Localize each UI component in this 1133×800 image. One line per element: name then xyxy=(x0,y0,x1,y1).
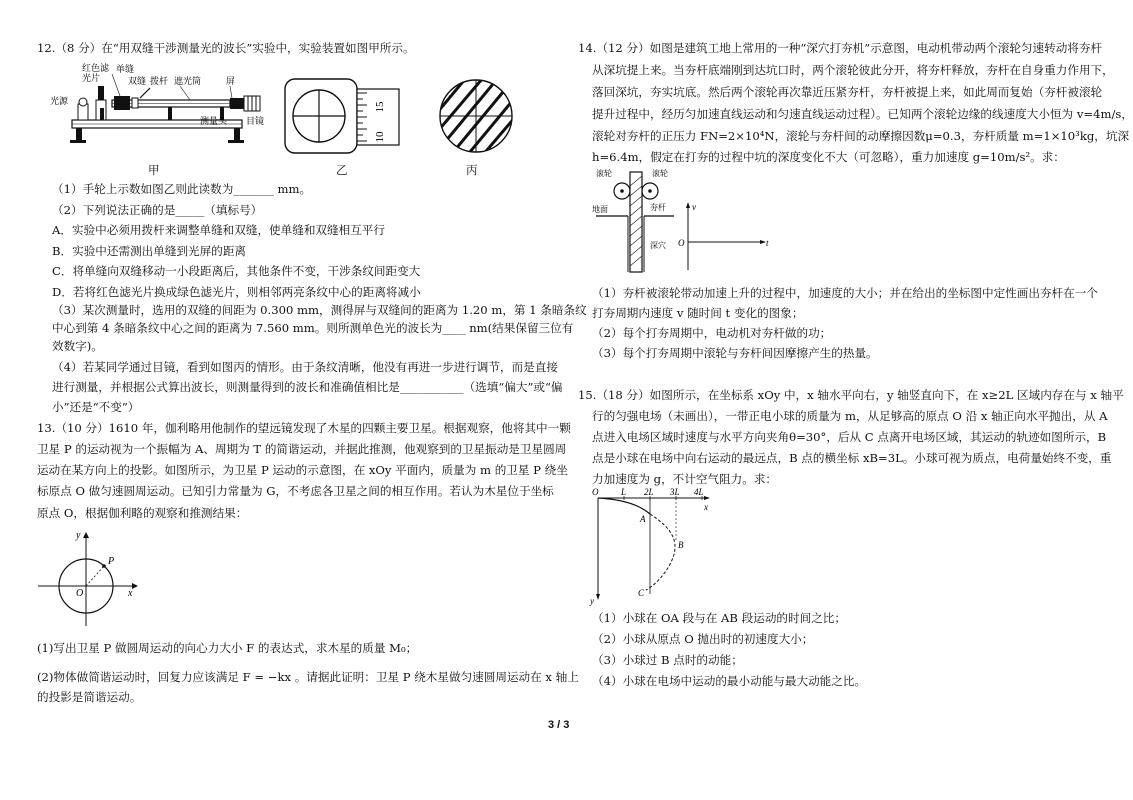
q12-sub1: （1）手轮上示数如图乙则此读数为_______ mm。 xyxy=(52,182,312,196)
q12-sub4-line1: （4）若某同学通过目镜，看到如图丙的情形。由于条纹清晰，他没有再进一步进行调节，而是直接 xyxy=(52,360,558,374)
q14-sub1-line2: 打夯周期内速度 v 随时间 t 变化的图象； xyxy=(592,306,804,320)
q13-line1: 13.（10 分）1610 年，伽利略用他制作的望远镜发现了木星的四颗主要卫星。根据观察，他将其中一颗 xyxy=(37,421,571,435)
q14-line3: 落回深坑，夯实坑底。然后两个滚轮再次靠近压紧夯杆，夯杆被提上来，如此周而复始（夯杆被滚轮 xyxy=(592,85,1103,99)
q12-sub3-line1: （3）某次测量时，选用的双缝的间距为 0.300 mm，测得屏与双缝间的距离为 1.20 m，第 1 条暗条纹 xyxy=(52,303,587,317)
q14-line5: 滚轮对夯杆的正压力 FN=2×10⁴N，滚轮与夯杆间的动摩擦因数μ=0.3，夯杆质量 m=1×10³kg，坑深 xyxy=(592,129,1130,143)
q15-label-x: x xyxy=(704,502,708,512)
single-slit xyxy=(114,96,130,110)
q15-label-y: y xyxy=(590,596,594,606)
q15-path-oa xyxy=(598,498,650,514)
q14-line6: h=6.4m，假定在打夯的过程中坑的深度变化不大（可忽略），重力加速度 g=10m/s²。求： xyxy=(592,150,1065,164)
q15-line3: 点进入电场区域时速度与水平方向夹角θ=30°，后从 C 点离开电场区域，其运动的轨迹如图所示，B xyxy=(592,430,1107,444)
q14-label-rod: 夯杆 xyxy=(650,203,666,212)
q15-sub1: （1）小球在 OA 段与在 AB 段运动的时间之比； xyxy=(592,611,846,625)
q15-label-o: O xyxy=(592,487,599,497)
q15-label-l: L xyxy=(621,487,627,497)
q15-line1: 15.（18 分）如图所示，在坐标系 xOy 中，x 轴水平向右，y 轴竖直向下，在 x≥2L 区域内存在与 x 轴平 xyxy=(578,388,1124,402)
red-filter xyxy=(98,86,104,100)
q14-line2: 从深坑提上来。当夯杆底端刚到达坑口时，两个滚轮彼此分开，将夯杆释放，夯杆在自身重力作用下， xyxy=(592,63,1114,77)
apparatus-leg-right xyxy=(234,128,240,140)
label-screen: 屏 xyxy=(226,76,236,86)
label-single-slit: 单缝 xyxy=(116,64,135,74)
q14-rod xyxy=(630,172,642,272)
q14-label-v: v xyxy=(692,202,696,212)
q14-sub2: （2）每个打夯周期中，电动机对夯杆做的功； xyxy=(592,326,832,340)
q14-label-roller-left: 滚轮 xyxy=(596,169,612,178)
q13-line2: 卫星 P 的运动视为一个振幅为 A、周期为 T 的简谐运动，并据此推测，他观察到的卫星振动是卫星圆周 xyxy=(37,442,567,456)
label-measure-head: 测量头 xyxy=(200,116,228,126)
q13-sub2-line2: 的投影是简谐运动。 xyxy=(37,690,142,704)
lever xyxy=(140,88,150,98)
page-number: 3 / 3 xyxy=(548,719,570,731)
q14-label-t: t xyxy=(766,238,769,248)
q15-sub3: （3）小球过 B 点时的动能； xyxy=(592,653,743,667)
q13-line4: 标原点 O 做匀速圆周运动。已知引力常量为 G，不考虑各卫星之间的相互作用。若认为木星位于坐标 xyxy=(37,484,554,498)
label-eyepiece: 目镜 xyxy=(246,116,265,126)
q13-sub2-line1: (2)物体做简谐运动时，回复力应该满足 F = −kx 。请据此证明：卫星 P 绕木星做匀速圆周运动在 x 轴上 xyxy=(37,670,579,684)
q12-sub2: （2）下列说法正确的是_____（填标号） xyxy=(52,203,263,217)
q14-sub3: （3）每个打夯周期中滚轮与夯杆间因摩擦产生的热量。 xyxy=(592,346,878,360)
label-light-source: 光源 xyxy=(50,96,69,106)
measurement-head xyxy=(230,98,244,109)
apparatus-leg-left xyxy=(76,128,82,140)
q13-label-o: O xyxy=(76,588,84,599)
q15-label-4l: 4L xyxy=(694,487,704,497)
q12-option-c: C．将单缝向双缝移动一小段距离后，其他条件不变，干涉条纹间距变大 xyxy=(52,264,421,278)
q14-sub1-line1: （1）夯杆被滚轮带动加速上升的过程中，加速度的大小；并在给出的坐标图中定性画出夯杆在一个 xyxy=(592,286,1098,300)
q13-label-p: P xyxy=(108,556,115,567)
q15-label-2l: 2L xyxy=(644,487,654,497)
q12-stem: 12.（8 分）在“用双缝干涉测量光的波长”实验中，实验装置如图甲所示。 xyxy=(37,41,415,55)
q14-line1: 14.（12 分）如图是建筑工地上常用的一种“深穴打夯机”示意图，电动机带动两个滚轮匀速转动将夯杆 xyxy=(578,41,1103,55)
micrometer-mark-10: 10 xyxy=(374,131,386,143)
q12-sub3-line2: 中心到第 4 条暗条纹中心之间的距离为 7.560 mm。则所测单色光的波长为____ nm(结果保留三位有 xyxy=(52,321,574,335)
q13-satellite-p xyxy=(102,564,106,568)
label-lever: 拨杆 xyxy=(150,76,169,86)
label-red-filter-2: 光片 xyxy=(82,73,101,83)
q15-sub2: （2）小球从原点 O 抛出时的初速度大小； xyxy=(592,632,814,646)
q13-line5: 原点 O，根据伽利略的观察和推测结果： xyxy=(37,506,248,520)
q15-figure-trajectory xyxy=(588,486,718,606)
q14-line4: 提升过程中，经历匀加速直线运动和匀速直线运动过程）。已知两个滚轮边缘的线速度大小恒为 v=4m/s， xyxy=(592,107,1133,121)
q12-figure-fringes xyxy=(436,76,516,156)
label-hood: 遮光筒 xyxy=(174,76,202,86)
label-red-filter-1: 红色滤 xyxy=(82,63,110,73)
q12-sub4-line2: 进行测量，并根据公式算出波长，则测量得到的波长和准确值相比是___________（选填“偏大”或“偏 xyxy=(52,380,563,394)
q14-label-o: O xyxy=(678,238,685,248)
caption-bing: 丙 xyxy=(466,163,478,177)
caption-yi: 乙 xyxy=(336,163,348,177)
q14-label-ground: 地面 xyxy=(592,205,608,214)
q13-line3: 运动在某方向上的投影。如图所示，为卫星 P 运动的示意图，在 xOy 平面内，质量为 m 的卫星 P 绕坐 xyxy=(37,463,568,477)
q15-label-a: A xyxy=(640,514,646,524)
q15-line2: 行的匀强电场（未画出），一带正电小球的质量为 m，从足够高的原点 O 沿 x 轴正向水平抛出，从 A xyxy=(592,409,1108,423)
q15-line5: 力加速度为 g，不计空气阻力。求： xyxy=(592,472,778,486)
q15-sub4: （4）小球在电场中运动的最小动能与最大动能之比。 xyxy=(592,674,867,688)
q12-option-a: A．实验中必须用拨杆来调整单缝和双缝，使单缝和双缝相互平行 xyxy=(52,223,385,237)
q15-line4: 点是小球在电场中向右运动的最远点，B 点的横坐标 xB=3L。小球可视为质点，电荷量始终不变，重 xyxy=(592,451,1112,465)
q12-sub4-line3: 小”还是“不变”） xyxy=(52,400,140,414)
micrometer-mark-15: 15 xyxy=(374,101,386,113)
q15-label-b: B xyxy=(678,540,684,550)
q12-option-b: B．实验中还需测出单缝到光屏的距离 xyxy=(52,244,247,258)
q14-figure-vt-axes xyxy=(676,200,776,275)
q12-figure-apparatus xyxy=(50,62,270,162)
q13-figure-orbit xyxy=(36,530,146,630)
q12-figure-micrometer xyxy=(283,77,403,157)
q13-sub1: (1)写出卫星 P 做圆周运动的向心力大小 F 的表达式，求木星的质量 M₀； xyxy=(37,641,418,655)
q15-label-c: C xyxy=(638,588,645,598)
q14-label-pit: 深穴 xyxy=(650,241,666,250)
q13-label-y: y xyxy=(76,530,81,541)
q14-label-roller-right: 滚轮 xyxy=(652,169,668,178)
q12-sub3-line3: 效数字)。 xyxy=(52,339,103,353)
caption-jia: 甲 xyxy=(148,163,160,177)
q13-label-x: x xyxy=(128,588,133,599)
q12-option-d: D．若将红色滤光片换成绿色滤光片，则相邻两亮条纹中心的距离将减小 xyxy=(52,285,421,299)
q15-label-3l: 3L xyxy=(670,487,680,497)
label-double-slit: 双缝 xyxy=(128,76,147,86)
